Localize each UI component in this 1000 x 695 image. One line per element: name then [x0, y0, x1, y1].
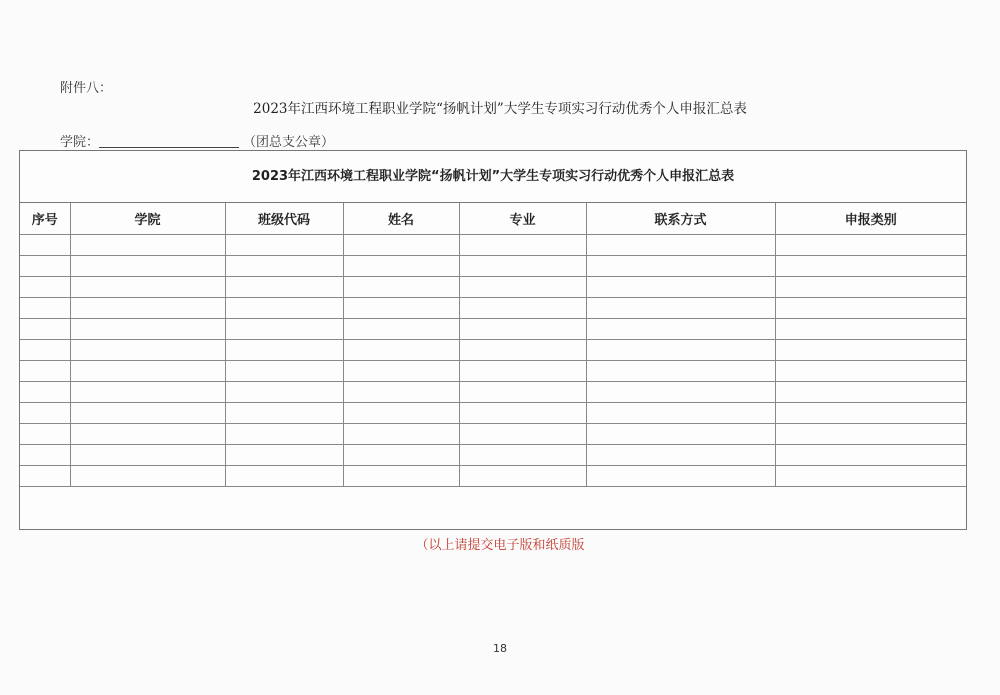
table-row [20, 277, 966, 298]
column-header: 联系方式 [586, 203, 775, 235]
table-cell [20, 466, 70, 487]
table-row [20, 466, 966, 487]
table-cell [70, 424, 225, 445]
table-cell [586, 424, 775, 445]
table-cell [70, 466, 225, 487]
table-cell [459, 235, 586, 256]
table-header-row [20, 203, 966, 235]
table-cell [20, 277, 70, 298]
table-cell [225, 340, 343, 361]
table-cell [225, 277, 343, 298]
table-cell [586, 403, 775, 424]
submission-note: （以上请提交电子版和纸质版 [415, 538, 585, 553]
college-label: 学院： [60, 135, 100, 150]
table-cell [775, 403, 966, 424]
attachment-label: 附件八： [60, 81, 113, 96]
table-title: 2023年江西环境工程职业学院“扬帆计划”大学生专项实习行动优秀个人申报汇总表 [20, 151, 966, 203]
table-cell [586, 319, 775, 340]
table-cell [586, 361, 775, 382]
table-cell [775, 319, 966, 340]
table-cell [70, 277, 225, 298]
table-cell [343, 382, 459, 403]
table-cell [70, 361, 225, 382]
table-cell [459, 319, 586, 340]
table-row [20, 319, 966, 340]
table-cell [775, 466, 966, 487]
table-cell [225, 361, 343, 382]
table-row [20, 235, 966, 256]
column-header: 姓名 [343, 203, 459, 235]
table-cell [775, 361, 966, 382]
table-cell [343, 319, 459, 340]
table-cell [586, 235, 775, 256]
table-row [20, 340, 966, 361]
table-cell [20, 445, 70, 466]
table-cell [459, 298, 586, 319]
table-row [20, 361, 966, 382]
table-cell [70, 256, 225, 277]
table-cell [343, 424, 459, 445]
table-cell [20, 319, 70, 340]
table-cell [459, 277, 586, 298]
table-cell [70, 340, 225, 361]
college-line [60, 131, 334, 150]
table-cell [225, 319, 343, 340]
summary-table-frame [19, 150, 967, 530]
table-cell [225, 424, 343, 445]
table-cell [775, 445, 966, 466]
table-cell [225, 445, 343, 466]
table-cell [586, 256, 775, 277]
table-cell [225, 466, 343, 487]
table-row [20, 424, 966, 445]
table-row [20, 298, 966, 319]
table-cell [225, 256, 343, 277]
page-number: 18 [493, 642, 507, 655]
table-cell [586, 340, 775, 361]
table-cell [775, 382, 966, 403]
table-cell [775, 256, 966, 277]
table-cell [225, 235, 343, 256]
table-cell [20, 235, 70, 256]
stamp-note: （团总支公章） [243, 135, 335, 150]
table-cell [20, 424, 70, 445]
table-cell [20, 361, 70, 382]
table-row [20, 382, 966, 403]
table-row [20, 403, 966, 424]
table-cell [343, 361, 459, 382]
table-cell [459, 382, 586, 403]
table-cell [343, 445, 459, 466]
table-row [20, 445, 966, 466]
table-cell [586, 466, 775, 487]
table-cell [343, 277, 459, 298]
table-cell [343, 256, 459, 277]
column-header: 班级代码 [225, 203, 343, 235]
document-title: 2023年江西环境工程职业学院“扬帆计划”大学生专项实习行动优秀个人申报汇总表 [253, 101, 747, 117]
table-cell [343, 340, 459, 361]
table-cell [459, 424, 586, 445]
table-cell [20, 382, 70, 403]
table-cell [775, 235, 966, 256]
table-cell [20, 403, 70, 424]
table-cell [586, 298, 775, 319]
table-cell [343, 466, 459, 487]
table-cell [775, 424, 966, 445]
table-cell [775, 298, 966, 319]
table-cell [70, 445, 225, 466]
table-cell [459, 256, 586, 277]
table-cell [343, 235, 459, 256]
table-cell [459, 361, 586, 382]
column-header: 学院 [70, 203, 225, 235]
table-cell [70, 403, 225, 424]
table-cell [586, 382, 775, 403]
table-cell [70, 382, 225, 403]
table-cell [225, 403, 343, 424]
column-header: 序号 [20, 203, 70, 235]
table-cell [70, 319, 225, 340]
table-cell [225, 382, 343, 403]
table-cell [459, 466, 586, 487]
table-cell [70, 235, 225, 256]
column-header: 专业 [459, 203, 586, 235]
table-cell [775, 340, 966, 361]
table-body [20, 235, 966, 487]
summary-table [20, 203, 966, 487]
table-cell [586, 277, 775, 298]
table-cell [586, 445, 775, 466]
table-cell [225, 298, 343, 319]
table-cell [20, 256, 70, 277]
table-cell [70, 298, 225, 319]
table-cell [459, 403, 586, 424]
table-cell [343, 298, 459, 319]
table-cell [459, 445, 586, 466]
table-cell [20, 340, 70, 361]
table-cell [20, 298, 70, 319]
table-cell [775, 277, 966, 298]
table-cell [343, 403, 459, 424]
table-cell [459, 340, 586, 361]
column-header: 申报类别 [775, 203, 966, 235]
college-blank-line [99, 135, 239, 148]
table-row [20, 256, 966, 277]
